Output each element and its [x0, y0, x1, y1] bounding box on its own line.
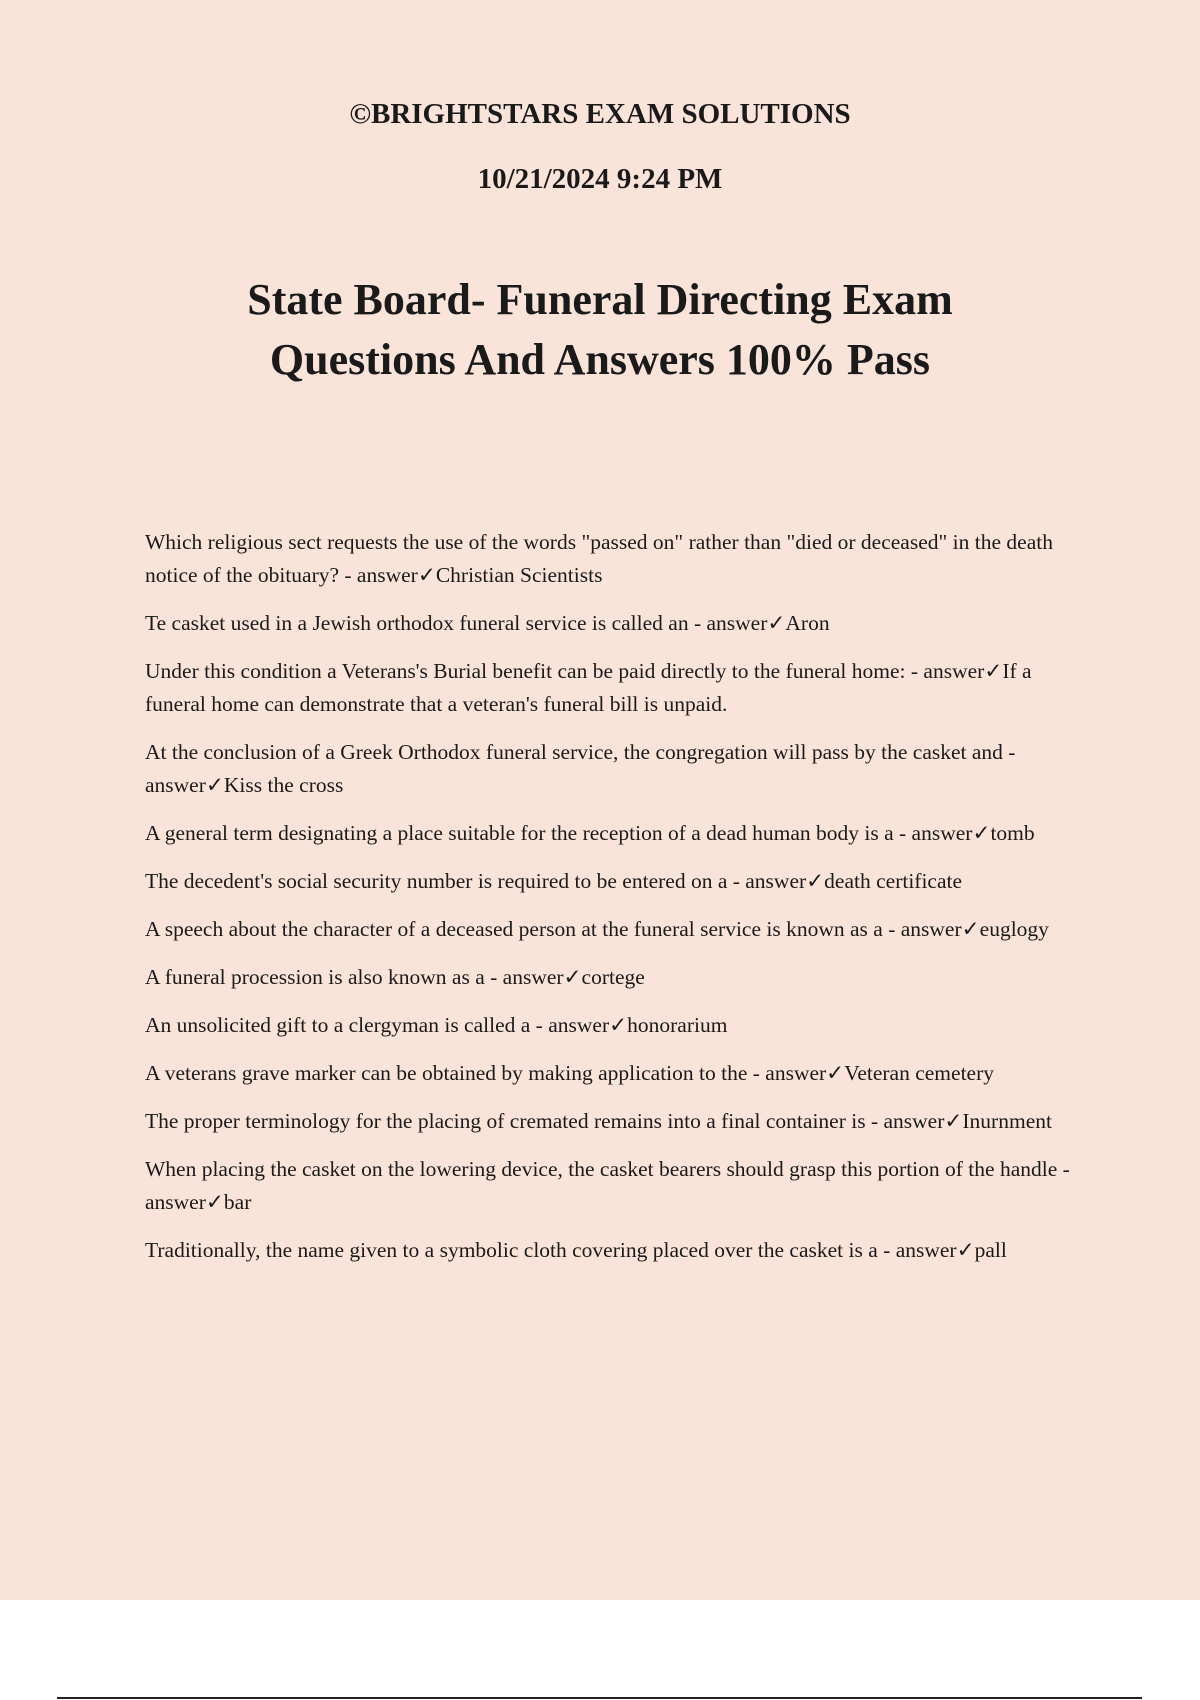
qa-item: Traditionally, the name given to a symbolic cloth covering placed over the casket is a - answer✓pall: [145, 1238, 1007, 1262]
title-line: Questions And Answers 100% Pass: [269, 335, 931, 384]
timestamp: 10/21/2024 9:24 PM: [477, 163, 723, 195]
brand-header: ©BRIGHTSTARS EXAM SOLUTIONS: [349, 98, 851, 130]
qa-item: Which religious sect requests the use of the words "passed on" rather than "died or deceased" in the death notice of the obituary? - answer✓Christian Scientists: [145, 530, 1053, 587]
qa-item: A veterans grave marker can be obtained by making application to the - answer✓Veteran cemetery: [145, 1061, 994, 1085]
document-title: [150, 270, 1050, 390]
qa-item: The decedent's social security number is required to be entered on a - answer✓death certificate: [145, 869, 963, 893]
title-line: State Board- Funeral Directing Exam: [247, 275, 953, 324]
qa-item: An unsolicited gift to a clergyman is called a - answer✓honorarium: [145, 1013, 728, 1037]
qa-item: A funeral procession is also known as a - answer✓cortege: [145, 965, 645, 989]
qa-item: Under this condition a Veterans's Burial benefit can be paid directly to the funeral home: - answer✓If a funeral home can demonstrate that a veteran's funeral bill is unpaid.: [145, 659, 1032, 716]
qa-item: At the conclusion of a Greek Orthodox funeral service, the congregation will pass by the casket and - answer✓Kiss the cross: [145, 740, 1016, 797]
qa-item: A speech about the character of a deceased person at the funeral service is known as a - answer✓euglogy: [145, 917, 1049, 941]
qa-item: When placing the casket on the lowering device, the casket bearers should grasp this portion of the handle - answer✓bar: [145, 1157, 1070, 1214]
qa-item: A general term designating a place suitable for the reception of a dead human body is a - answer✓tomb: [145, 821, 1035, 845]
qa-item: The proper terminology for the placing of cremated remains into a final container is - answer✓Inurnment: [145, 1109, 1052, 1133]
footer-divider: [57, 1697, 1142, 1699]
qa-item: Te casket used in a Jewish orthodox funeral service is called an - answer✓Aron: [145, 611, 830, 635]
qa-list: [145, 526, 1085, 1282]
